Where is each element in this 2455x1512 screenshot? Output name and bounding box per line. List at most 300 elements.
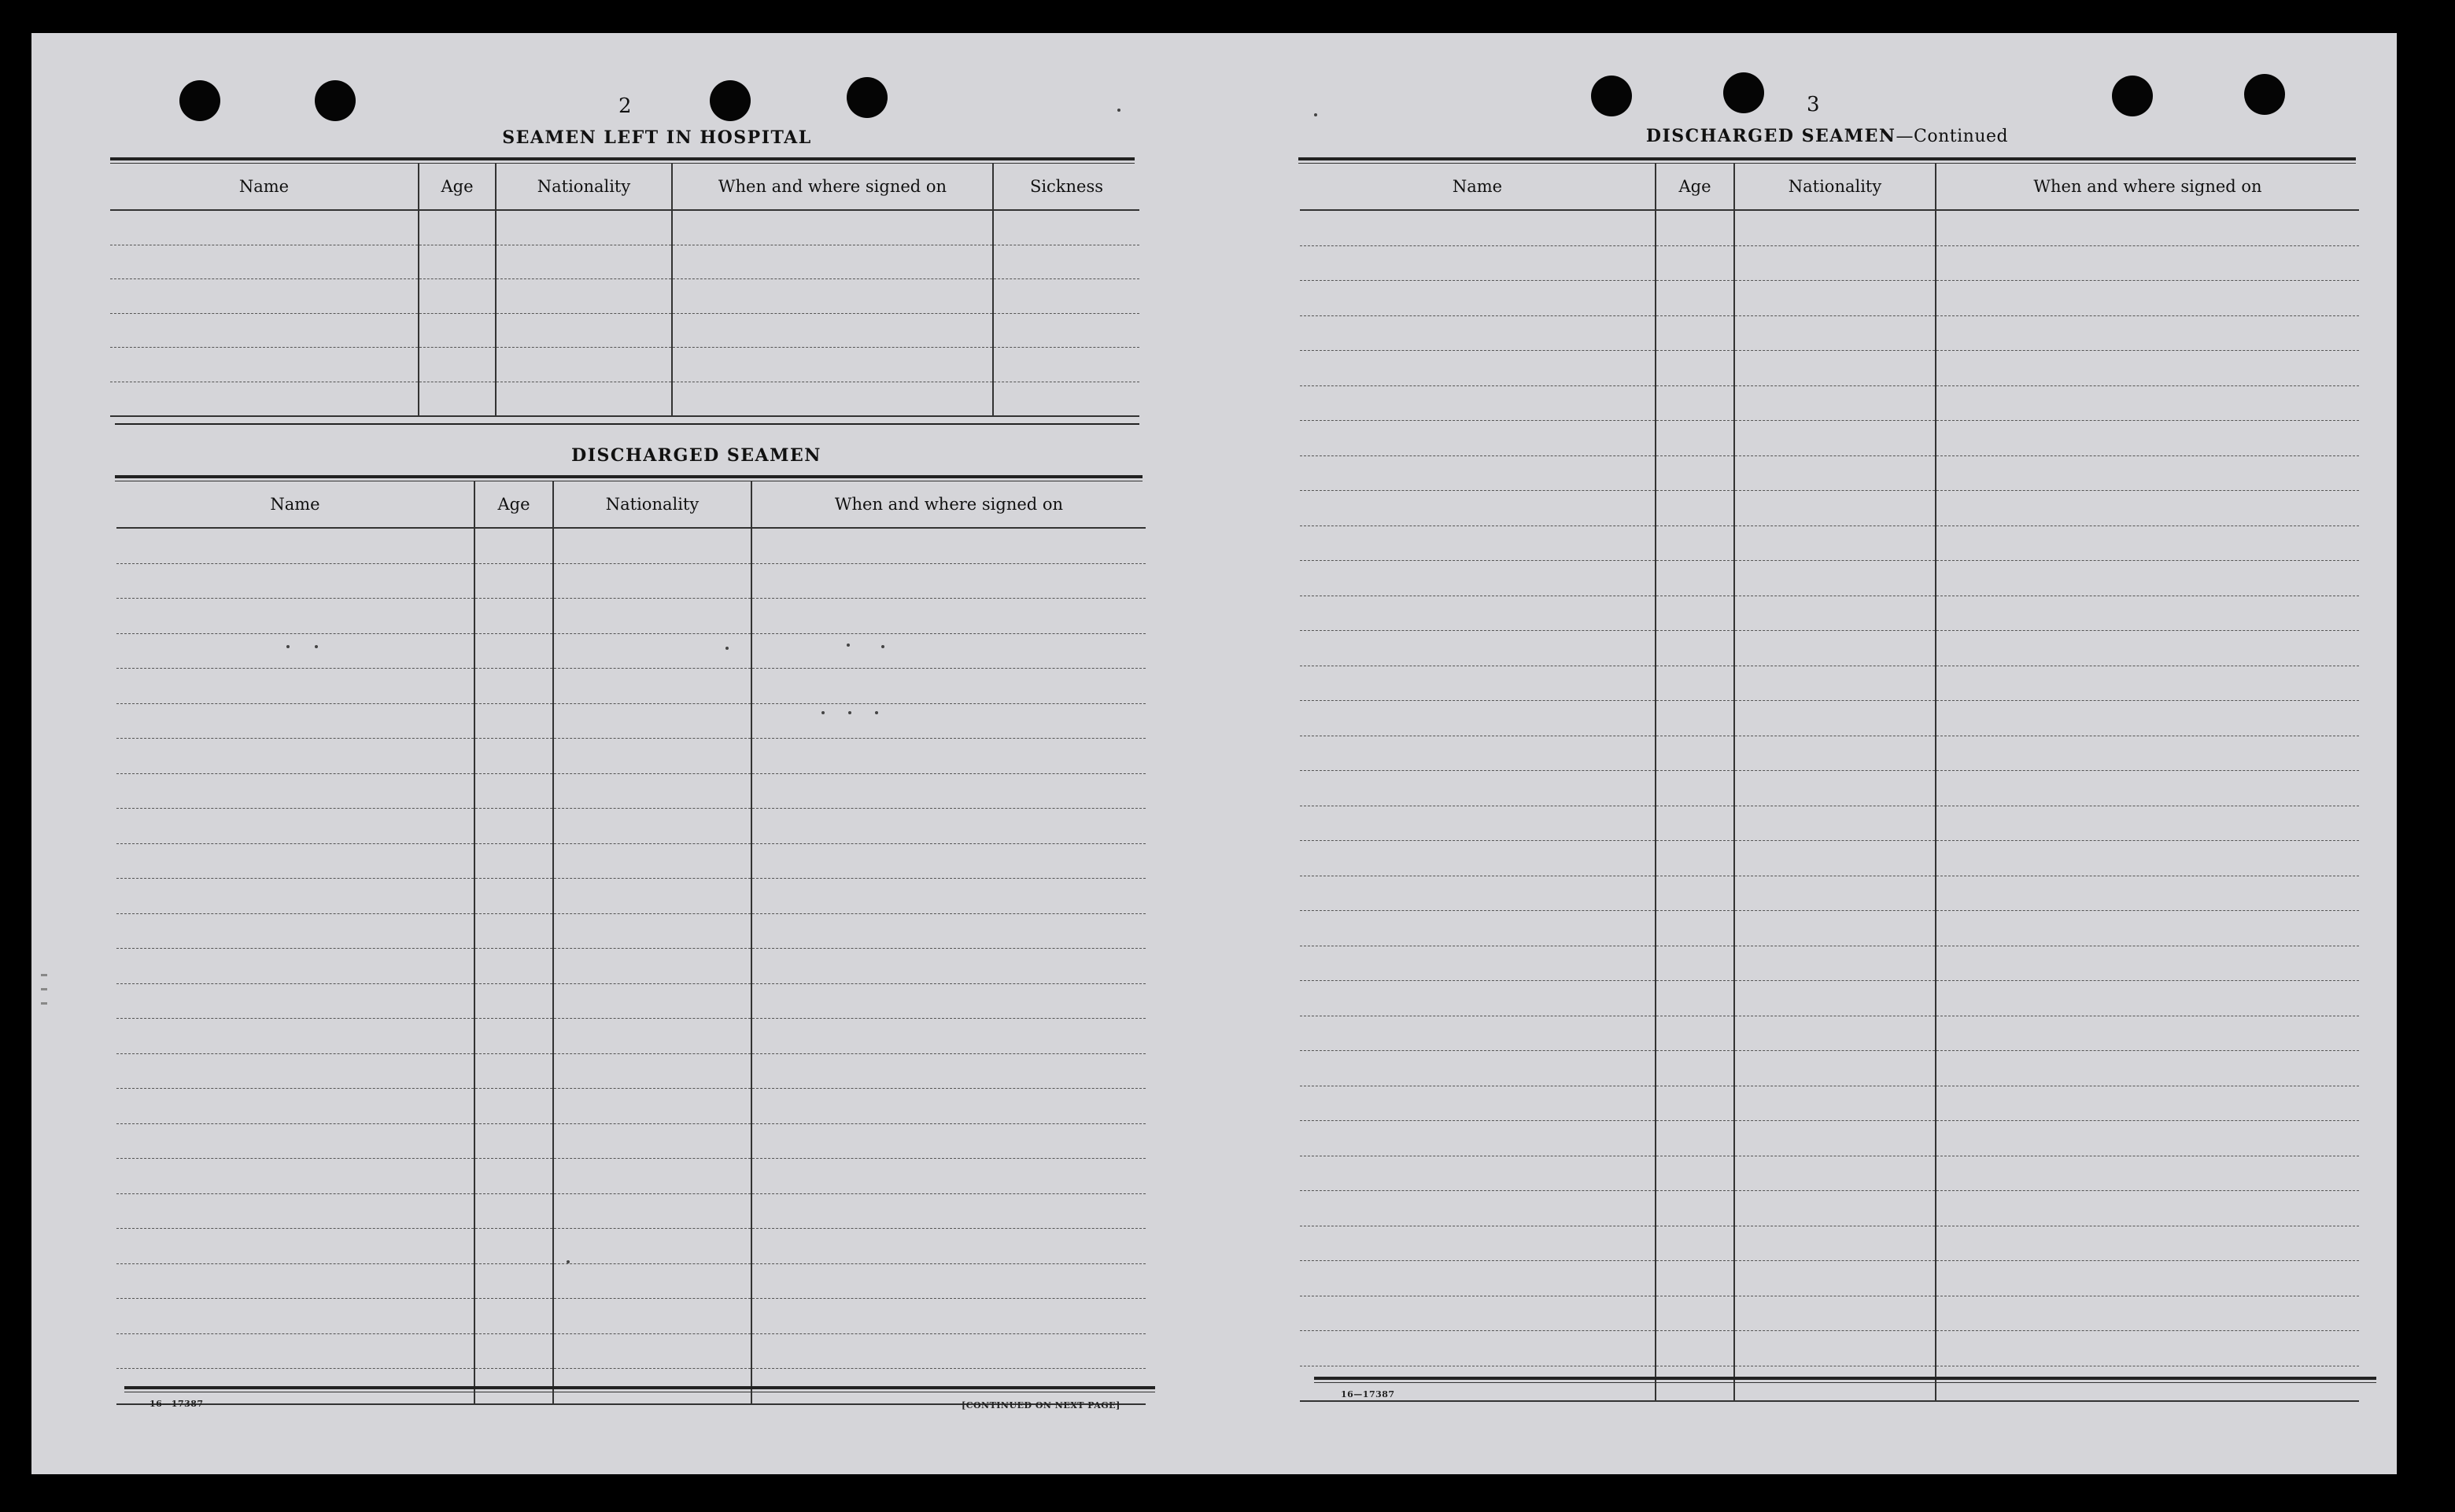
cell-name[interactable] — [116, 739, 474, 774]
right-form-number: 16—17387 — [1341, 1389, 1395, 1400]
cell-nationality[interactable] — [553, 1159, 751, 1194]
cell-name[interactable] — [116, 633, 474, 669]
cell-age[interactable] — [474, 809, 553, 844]
right-page-number: 3 — [1807, 93, 1820, 116]
table-row — [116, 773, 1146, 809]
cell-signed-on[interactable] — [1936, 701, 2359, 736]
cell-age[interactable] — [474, 1159, 553, 1194]
cell-nationality[interactable] — [553, 1263, 751, 1299]
continued-note: [CONTINUED ON NEXT PAGE] — [962, 1400, 1120, 1411]
cell-age[interactable] — [1656, 455, 1734, 491]
cell-signed-on[interactable] — [751, 983, 1146, 1019]
cell-name[interactable] — [1300, 596, 1656, 631]
cell-sickness[interactable] — [993, 313, 1139, 348]
cell-age[interactable] — [474, 703, 553, 739]
cell-nationality[interactable] — [553, 949, 751, 984]
cell-signed-on[interactable] — [1936, 736, 2359, 771]
cell-nationality[interactable] — [1734, 666, 1936, 701]
cell-signed-on[interactable] — [672, 382, 993, 416]
punch-hole — [1591, 76, 1632, 116]
cell-name[interactable] — [1300, 315, 1656, 351]
cell-nationality[interactable] — [553, 528, 751, 563]
cell-age[interactable] — [474, 1053, 553, 1089]
cell-age[interactable] — [474, 1333, 553, 1369]
cell-nationality[interactable] — [553, 669, 751, 704]
cell-age[interactable] — [419, 348, 496, 382]
cell-signed-on[interactable] — [1936, 455, 2359, 491]
cell-age[interactable] — [474, 599, 553, 634]
table-row — [1300, 1121, 2359, 1156]
cell-signed-on[interactable] — [1936, 771, 2359, 806]
cell-age[interactable] — [419, 210, 496, 245]
table-row — [1300, 1086, 2359, 1121]
cell-name[interactable] — [116, 528, 474, 563]
cell-nationality[interactable] — [1734, 385, 1936, 421]
cell-nationality[interactable] — [1734, 245, 1936, 281]
ledger-sheet — [31, 33, 2397, 1474]
cell-nationality[interactable] — [1734, 946, 1936, 981]
cell-signed-on[interactable] — [1936, 981, 2359, 1016]
cell-signed-on[interactable] — [1936, 1226, 2359, 1261]
cell-age[interactable] — [1656, 1261, 1734, 1296]
column-header-nationality: Nationality — [553, 481, 751, 528]
cell-age[interactable] — [1656, 771, 1734, 806]
cell-name[interactable] — [110, 382, 419, 416]
cell-name[interactable] — [1300, 245, 1656, 281]
cell-age[interactable] — [1656, 1191, 1734, 1226]
cell-age[interactable] — [1656, 561, 1734, 596]
cell-signed-on[interactable] — [751, 528, 1146, 563]
cell-nationality[interactable] — [1734, 1366, 1936, 1401]
cell-age[interactable] — [474, 1229, 553, 1264]
cell-signed-on[interactable] — [751, 1019, 1146, 1054]
cell-nationality[interactable] — [1734, 281, 1936, 316]
cell-signed-on[interactable] — [751, 1263, 1146, 1299]
cell-signed-on[interactable] — [751, 1299, 1146, 1334]
cell-age[interactable] — [1656, 245, 1734, 281]
cell-nationality[interactable] — [1734, 911, 1936, 946]
cell-age[interactable] — [474, 1193, 553, 1229]
cell-name[interactable] — [116, 913, 474, 949]
cell-name[interactable] — [1300, 491, 1656, 526]
cell-signed-on[interactable] — [751, 1229, 1146, 1264]
cell-name[interactable] — [1300, 1086, 1656, 1121]
cell-age[interactable] — [419, 382, 496, 416]
cell-sickness[interactable] — [993, 279, 1139, 314]
discharged-continued-table — [1300, 164, 2359, 1402]
cell-nationality[interactable] — [1734, 981, 1936, 1016]
cell-name[interactable] — [1300, 1261, 1656, 1296]
cell-nationality[interactable] — [496, 210, 672, 245]
cell-signed-on[interactable] — [751, 1333, 1146, 1369]
cell-name[interactable] — [1300, 946, 1656, 981]
cell-name[interactable] — [1300, 1016, 1656, 1051]
cell-nationality[interactable] — [553, 633, 751, 669]
left-form-number: 16—17387 — [150, 1399, 204, 1409]
ink-speck — [847, 644, 850, 647]
cell-nationality[interactable] — [496, 245, 672, 279]
punch-hole — [179, 80, 220, 121]
column-header-nationality: Nationality — [1734, 164, 1936, 210]
cell-signed-on[interactable] — [1936, 876, 2359, 911]
cell-signed-on[interactable] — [751, 949, 1146, 984]
cell-name[interactable] — [1300, 1191, 1656, 1226]
cell-nationality[interactable] — [553, 739, 751, 774]
cell-nationality[interactable] — [553, 809, 751, 844]
cell-age[interactable] — [474, 1019, 553, 1054]
cell-name[interactable] — [110, 279, 419, 314]
cell-nationality[interactable] — [1734, 701, 1936, 736]
cell-age[interactable] — [1656, 491, 1734, 526]
cell-signed-on[interactable] — [672, 210, 993, 245]
cell-signed-on[interactable] — [672, 348, 993, 382]
cell-nationality[interactable] — [1734, 1121, 1936, 1156]
cell-nationality[interactable] — [1734, 1016, 1936, 1051]
cell-name[interactable] — [1300, 876, 1656, 911]
cell-signed-on[interactable] — [1936, 1086, 2359, 1121]
cell-signed-on[interactable] — [672, 279, 993, 314]
cell-nationality[interactable] — [553, 599, 751, 634]
cell-name[interactable] — [116, 773, 474, 809]
cell-name[interactable] — [116, 843, 474, 879]
cell-age[interactable] — [1656, 210, 1734, 245]
cell-nationality[interactable] — [553, 843, 751, 879]
cell-nationality[interactable] — [553, 983, 751, 1019]
cell-nationality[interactable] — [1734, 1261, 1936, 1296]
cell-age[interactable] — [1656, 631, 1734, 666]
table-row — [110, 279, 1139, 314]
cell-signed-on[interactable] — [1936, 911, 2359, 946]
punch-hole — [710, 80, 751, 121]
cell-signed-on[interactable] — [672, 245, 993, 279]
cell-name[interactable] — [116, 1053, 474, 1089]
cell-nationality[interactable] — [1734, 491, 1936, 526]
cell-name[interactable] — [1300, 385, 1656, 421]
cell-nationality[interactable] — [553, 703, 751, 739]
cell-nationality[interactable] — [1734, 1051, 1936, 1086]
cell-age[interactable] — [1656, 911, 1734, 946]
cell-name[interactable] — [1300, 736, 1656, 771]
cell-age[interactable] — [1656, 981, 1734, 1016]
cell-name[interactable] — [116, 1123, 474, 1159]
cell-name[interactable] — [116, 703, 474, 739]
cell-signed-on[interactable] — [1936, 421, 2359, 456]
cell-signed-on[interactable] — [1936, 666, 2359, 701]
cell-name[interactable] — [116, 1263, 474, 1299]
cell-name[interactable] — [116, 809, 474, 844]
cell-name[interactable] — [116, 1333, 474, 1369]
cell-signed-on[interactable] — [1936, 1261, 2359, 1296]
cell-name[interactable] — [116, 879, 474, 914]
cell-signed-on[interactable] — [1936, 351, 2359, 386]
cell-age[interactable] — [1656, 806, 1734, 841]
cell-name[interactable] — [1300, 526, 1656, 561]
hospital-table — [110, 164, 1139, 417]
cell-nationality[interactable] — [1734, 806, 1936, 841]
cell-signed-on[interactable] — [751, 809, 1146, 844]
cell-age[interactable] — [474, 843, 553, 879]
cell-age[interactable] — [1656, 596, 1734, 631]
cell-nationality[interactable] — [1734, 1226, 1936, 1261]
cell-name[interactable] — [1300, 631, 1656, 666]
cell-nationality[interactable] — [1734, 596, 1936, 631]
cell-signed-on[interactable] — [1936, 210, 2359, 245]
cell-nationality[interactable] — [1734, 315, 1936, 351]
cell-name[interactable] — [116, 599, 474, 634]
table-row — [1300, 526, 2359, 561]
cell-name[interactable] — [1300, 210, 1656, 245]
cell-signed-on[interactable] — [672, 313, 993, 348]
cell-nationality[interactable] — [1734, 210, 1936, 245]
cell-signed-on[interactable] — [1936, 491, 2359, 526]
cell-age[interactable] — [1656, 526, 1734, 561]
cell-name[interactable] — [1300, 701, 1656, 736]
table-row — [1300, 1331, 2359, 1366]
cell-signed-on[interactable] — [1936, 526, 2359, 561]
cell-name[interactable] — [116, 1089, 474, 1124]
cell-name[interactable] — [1300, 841, 1656, 876]
cell-age[interactable] — [474, 913, 553, 949]
cell-age[interactable] — [419, 313, 496, 348]
cell-name[interactable] — [1300, 1051, 1656, 1086]
cell-sickness[interactable] — [993, 382, 1139, 416]
cell-nationality[interactable] — [496, 382, 672, 416]
cell-age[interactable] — [1656, 421, 1734, 456]
cell-signed-on[interactable] — [1936, 806, 2359, 841]
cell-age[interactable] — [474, 1299, 553, 1334]
cell-name[interactable] — [110, 313, 419, 348]
cell-age[interactable] — [474, 949, 553, 984]
cell-signed-on[interactable] — [1936, 281, 2359, 316]
cell-name[interactable] — [1300, 421, 1656, 456]
cell-age[interactable] — [474, 528, 553, 563]
cell-name[interactable] — [110, 348, 419, 382]
cell-nationality[interactable] — [496, 313, 672, 348]
cell-name[interactable] — [1300, 1121, 1656, 1156]
cell-signed-on[interactable] — [1936, 1296, 2359, 1331]
cell-nationality[interactable] — [553, 773, 751, 809]
cell-age[interactable] — [1656, 701, 1734, 736]
cell-nationality[interactable] — [553, 913, 751, 949]
table-row — [1300, 315, 2359, 351]
cell-nationality[interactable] — [1734, 421, 1936, 456]
cell-signed-on[interactable] — [751, 879, 1146, 914]
cell-sickness[interactable] — [993, 348, 1139, 382]
cell-nationality[interactable] — [1734, 351, 1936, 386]
cell-sickness[interactable] — [993, 245, 1139, 279]
cell-signed-on[interactable] — [1936, 1016, 2359, 1051]
cell-age[interactable] — [419, 279, 496, 314]
cell-age[interactable] — [1656, 841, 1734, 876]
cell-nationality[interactable] — [1734, 876, 1936, 911]
cell-age[interactable] — [419, 245, 496, 279]
right-section-title — [1298, 126, 2356, 146]
cell-signed-on[interactable] — [1936, 561, 2359, 596]
cell-nationality[interactable] — [1734, 455, 1936, 491]
ink-speck — [286, 645, 290, 648]
cell-nationality[interactable] — [1734, 841, 1936, 876]
cell-age[interactable] — [474, 563, 553, 599]
table-row — [116, 1193, 1146, 1229]
cell-nationality[interactable] — [553, 1229, 751, 1264]
cell-name[interactable] — [116, 669, 474, 704]
cell-nationality[interactable] — [553, 1089, 751, 1124]
cell-nationality[interactable] — [496, 279, 672, 314]
right-top-rule — [1298, 157, 2356, 164]
cell-nationality[interactable] — [553, 1053, 751, 1089]
cell-nationality[interactable] — [553, 879, 751, 914]
cell-age[interactable] — [474, 1263, 553, 1299]
cell-age[interactable] — [474, 983, 553, 1019]
cell-age[interactable] — [1656, 876, 1734, 911]
cell-age[interactable] — [1656, 1121, 1734, 1156]
cell-age[interactable] — [1656, 1366, 1734, 1401]
column-header-signed-on: When and where signed on — [672, 164, 993, 210]
cell-name[interactable] — [116, 563, 474, 599]
cell-nationality[interactable] — [1734, 1296, 1936, 1331]
cell-age[interactable] — [474, 1089, 553, 1124]
cell-name[interactable] — [116, 1159, 474, 1194]
cell-name[interactable] — [1300, 806, 1656, 841]
cell-signed-on[interactable] — [751, 669, 1146, 704]
cell-signed-on[interactable] — [1936, 1121, 2359, 1156]
cell-signed-on[interactable] — [751, 843, 1146, 879]
cell-nationality[interactable] — [553, 1333, 751, 1369]
cell-nationality[interactable] — [553, 1299, 751, 1334]
cell-signed-on[interactable] — [751, 739, 1146, 774]
cell-name[interactable] — [1300, 1296, 1656, 1331]
cell-signed-on[interactable] — [751, 703, 1146, 739]
cell-signed-on[interactable] — [1936, 631, 2359, 666]
cell-age[interactable] — [1656, 1331, 1734, 1366]
cell-name[interactable] — [1300, 1156, 1656, 1191]
cell-name[interactable] — [1300, 561, 1656, 596]
cell-age[interactable] — [1656, 351, 1734, 386]
cell-signed-on[interactable] — [751, 913, 1146, 949]
cell-name[interactable] — [1300, 455, 1656, 491]
cell-name[interactable] — [1300, 666, 1656, 701]
cell-name[interactable] — [1300, 1226, 1656, 1261]
column-header-name: Name — [1300, 164, 1656, 210]
cell-nationality[interactable] — [1734, 1086, 1936, 1121]
cell-nationality[interactable] — [1734, 526, 1936, 561]
cell-nationality[interactable] — [553, 1193, 751, 1229]
cell-nationality[interactable] — [1734, 736, 1936, 771]
cell-name[interactable] — [110, 210, 419, 245]
cell-name[interactable] — [116, 1299, 474, 1334]
cell-sickness[interactable] — [993, 210, 1139, 245]
cell-age[interactable] — [474, 669, 553, 704]
punch-hole — [1723, 72, 1764, 113]
cell-name[interactable] — [1300, 281, 1656, 316]
table-row — [116, 879, 1146, 914]
cell-nationality[interactable] — [496, 348, 672, 382]
table-row — [116, 983, 1146, 1019]
cell-name[interactable] — [116, 1229, 474, 1264]
cell-signed-on[interactable] — [751, 1053, 1146, 1089]
cell-nationality[interactable] — [553, 1123, 751, 1159]
cell-signed-on[interactable] — [1936, 1156, 2359, 1191]
cell-name[interactable] — [116, 949, 474, 984]
cell-age[interactable] — [1656, 1051, 1734, 1086]
cell-nationality[interactable] — [1734, 561, 1936, 596]
cell-nationality[interactable] — [553, 563, 751, 599]
cell-signed-on[interactable] — [1936, 385, 2359, 421]
table-row — [1300, 981, 2359, 1016]
cell-age[interactable] — [1656, 1296, 1734, 1331]
cell-nationality[interactable] — [1734, 1331, 1936, 1366]
ink-speck — [1117, 109, 1120, 112]
cell-signed-on[interactable] — [1936, 1051, 2359, 1086]
cell-age[interactable] — [1656, 666, 1734, 701]
cell-age[interactable] — [474, 1123, 553, 1159]
cell-signed-on[interactable] — [751, 633, 1146, 669]
cell-signed-on[interactable] — [751, 1123, 1146, 1159]
cell-age[interactable] — [474, 633, 553, 669]
table-row — [110, 382, 1139, 416]
cell-age[interactable] — [1656, 1086, 1734, 1121]
cell-name[interactable] — [1300, 981, 1656, 1016]
cell-age[interactable] — [1656, 385, 1734, 421]
cell-signed-on[interactable] — [1936, 946, 2359, 981]
cell-nationality[interactable] — [1734, 631, 1936, 666]
cell-age[interactable] — [1656, 736, 1734, 771]
discharged-section-title: DISCHARGED SEAMEN — [571, 445, 821, 466]
cell-age[interactable] — [1656, 315, 1734, 351]
cell-signed-on[interactable] — [1936, 245, 2359, 281]
table-row — [116, 599, 1146, 634]
cell-name[interactable] — [1300, 771, 1656, 806]
cell-name[interactable] — [1300, 1331, 1656, 1366]
cell-age[interactable] — [474, 773, 553, 809]
cell-name[interactable] — [1300, 911, 1656, 946]
cell-age[interactable] — [1656, 281, 1734, 316]
table-row — [1300, 385, 2359, 421]
cell-name[interactable] — [116, 1193, 474, 1229]
cell-nationality[interactable] — [553, 1019, 751, 1054]
cell-age[interactable] — [474, 739, 553, 774]
cell-age[interactable] — [1656, 946, 1734, 981]
cell-nationality[interactable] — [1734, 771, 1936, 806]
table-row — [1300, 1191, 2359, 1226]
cell-signed-on[interactable] — [1936, 841, 2359, 876]
cell-signed-on[interactable] — [751, 1193, 1146, 1229]
cell-signed-on[interactable] — [1936, 315, 2359, 351]
cell-signed-on[interactable] — [751, 1159, 1146, 1194]
cell-signed-on[interactable] — [1936, 1331, 2359, 1366]
cell-name[interactable] — [116, 1019, 474, 1054]
cell-signed-on[interactable] — [1936, 596, 2359, 631]
cell-name[interactable] — [116, 983, 474, 1019]
cell-age[interactable] — [1656, 1156, 1734, 1191]
cell-age[interactable] — [1656, 1016, 1734, 1051]
table-row — [1300, 806, 2359, 841]
cell-nationality[interactable] — [1734, 1191, 1936, 1226]
cell-signed-on[interactable] — [1936, 1366, 2359, 1401]
table-row — [116, 528, 1146, 563]
cell-signed-on[interactable] — [1936, 1191, 2359, 1226]
cell-signed-on[interactable] — [751, 563, 1146, 599]
cell-name[interactable] — [110, 245, 419, 279]
cell-signed-on[interactable] — [751, 1089, 1146, 1124]
cell-age[interactable] — [1656, 1226, 1734, 1261]
edge-mark — [41, 1002, 47, 1005]
cell-signed-on[interactable] — [751, 773, 1146, 809]
cell-nationality[interactable] — [1734, 1156, 1936, 1191]
cell-signed-on[interactable] — [751, 599, 1146, 634]
cell-age[interactable] — [474, 879, 553, 914]
cell-name[interactable] — [1300, 351, 1656, 386]
